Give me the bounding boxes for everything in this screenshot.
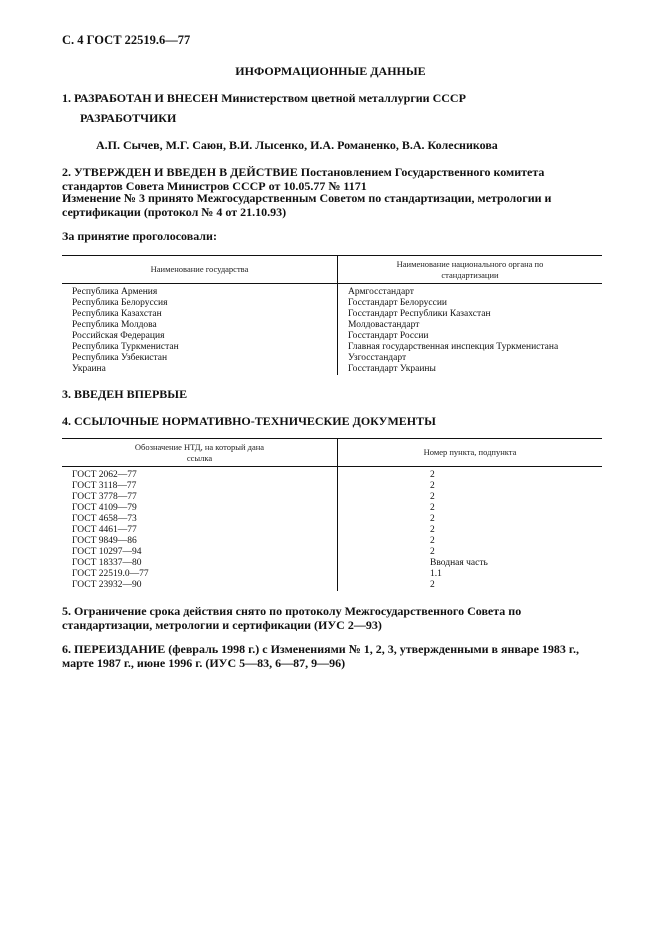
item-4-number: 4.: [62, 414, 71, 428]
item-1-text: Министерством цветной металлургии СССР: [221, 91, 466, 105]
item-3: [62, 387, 187, 402]
item-6-number: 6.: [62, 642, 71, 656]
references-table-row: [62, 580, 602, 591]
voted-table-row: [62, 284, 602, 299]
references-table-row: [62, 547, 602, 558]
voted-col-body: Наименование национального органа по стандартизации: [338, 256, 603, 284]
references-table-cell: 1.1: [430, 569, 442, 579]
references-table-cell: ГОСТ 23932—90: [62, 580, 338, 591]
references-table-cell: ГОСТ 4658—73: [62, 514, 338, 525]
references-table-cell: ГОСТ 9849—86: [62, 536, 338, 547]
references-table-row: [62, 514, 602, 525]
references-table-row: [62, 525, 602, 536]
item-2-text: Постановлением Государственного комитета стандартов Совета Министров СССР от 10.05.77 № 1171: [62, 165, 545, 193]
voted-table-cell: Госстандарт России: [348, 331, 429, 341]
references-table-cell: 2: [430, 525, 435, 535]
item-3-text: ВВЕДЕН ВПЕРВЫЕ: [74, 387, 188, 401]
references-table-cell: 2: [430, 481, 435, 491]
references-col-clause: Номер пункта, подпункта: [338, 439, 603, 467]
references-table-cell: ГОСТ 22519.0—77: [62, 569, 338, 580]
references-table-cell: 2: [430, 536, 435, 546]
references-table-cell: ГОСТ 4461—77: [62, 525, 338, 536]
references-table-cell: Вводная часть: [430, 558, 488, 568]
references-table-row: [62, 481, 602, 492]
references-table-row: [62, 558, 602, 569]
references-table-cell: 2: [430, 514, 435, 524]
item-4-text: ССЫЛОЧНЫЕ НОРМАТИВНО-ТЕХНИЧЕСКИЕ ДОКУМЕНТЫ: [74, 414, 436, 428]
developers-names: А.П. Сычев, М.Г. Саюн, В.И. Лысенко, И.А. Романенко, В.А. Колесникова: [96, 138, 498, 152]
references-table-cell: ГОСТ 18337—80: [62, 558, 338, 569]
item-4: [62, 414, 436, 429]
references-table-cell: ГОСТ 2062—77: [62, 467, 338, 482]
references-table-cell: 2: [430, 492, 435, 502]
voted-col-state: Наименование государства: [62, 256, 338, 284]
voted-table-cell: Армгосстандарт: [348, 287, 414, 297]
references-table-cell: ГОСТ 3778—77: [62, 492, 338, 503]
references-table-row: [62, 569, 602, 580]
voted-table-cell: Госстандарт Республики Казахстан: [348, 309, 491, 319]
references-table-cell: 2: [430, 470, 435, 480]
references-table-row: [62, 536, 602, 547]
item-1-number: 1.: [62, 91, 71, 105]
voted-table-cell: Республика Туркменистан: [62, 342, 338, 353]
voted-table-cell: Республика Казахстан: [62, 309, 338, 320]
voted-heading: За принятие проголосовали:: [62, 229, 217, 243]
voted-table-row: [62, 331, 602, 342]
references-table-cell: 2: [430, 503, 435, 513]
voted-table-row: [62, 309, 602, 320]
references-col-doc: Обозначение НТД, на который дана ссылка: [62, 439, 338, 467]
references-table-row: [62, 503, 602, 514]
voted-table-cell: Российская Федерация: [62, 331, 338, 342]
page-title: ИНФОРМАЦИОННЫЕ ДАННЫЕ: [235, 64, 426, 78]
developers-heading: РАЗРАБОТЧИКИ: [80, 111, 177, 125]
voted-table-cell: Госстандарт Белоруссии: [348, 298, 447, 308]
voted-table-cell: Республика Узбекистан: [62, 353, 338, 364]
voted-table-row: [62, 342, 602, 353]
references-table-row: [62, 467, 602, 482]
voted-table-row: [62, 320, 602, 331]
voted-table-cell: Молдовастандарт: [348, 320, 420, 330]
item-1: [62, 92, 607, 106]
item-5: [62, 605, 607, 632]
references-table-row: [62, 492, 602, 503]
voted-table-cell: Республика Армения: [62, 284, 338, 299]
references-table-cell: ГОСТ 10297—94: [62, 547, 338, 558]
voted-table-cell: Главная государственная инспекция Туркменистана: [348, 342, 559, 352]
voted-table-row: [62, 353, 602, 364]
voted-table: [62, 255, 602, 375]
voted-table-cell: Республика Молдова: [62, 320, 338, 331]
item-3-number: 3.: [62, 387, 71, 401]
item-2-number: 2.: [62, 165, 71, 179]
references-table-cell: 2: [430, 580, 435, 590]
item-1-label: РАЗРАБОТАН И ВНЕСЕН: [74, 91, 219, 105]
voted-table-cell: Республика Белоруссия: [62, 298, 338, 309]
item-6: [62, 643, 607, 670]
voted-table-cell: Узгосстандарт: [348, 353, 407, 363]
voted-table-cell: Украина: [62, 364, 338, 375]
references-table: [62, 438, 602, 591]
item-2-label: УТВЕРЖДЕН И ВВЕДЕН В ДЕЙСТВИЕ: [74, 165, 298, 179]
references-table-cell: ГОСТ 4109—79: [62, 503, 338, 514]
references-table-cell: 2: [430, 547, 435, 557]
page-header: С. 4 ГОСТ 22519.6—77: [62, 33, 191, 47]
item-5-text: Ограничение срока действия снято по протоколу Межгосударственного Совета по стандартизации, метрологии и сертификации (ИУС 2—93): [62, 604, 522, 632]
voted-table-row: [62, 298, 602, 309]
references-table-cell: ГОСТ 3118—77: [62, 481, 338, 492]
item-5-number: 5.: [62, 604, 71, 618]
voted-table-cell: Госстандарт Украины: [348, 364, 436, 374]
item-2-amendment: Изменение № 3 принято Межгосударственным Советом по стандартизации, метрологии и сертификации (протокол № 4 от 21.10.93): [62, 191, 552, 219]
voted-table-row: [62, 364, 602, 375]
item-6-text: ПЕРЕИЗДАНИЕ (февраль 1998 г.) с Изменениями № 1, 2, 3, утвержденными в январе 1983 г., марте 1987 г., июне 1996 г. (ИУС 5—83, 6—87, 9—96): [62, 642, 579, 670]
item-2: [62, 166, 607, 193]
